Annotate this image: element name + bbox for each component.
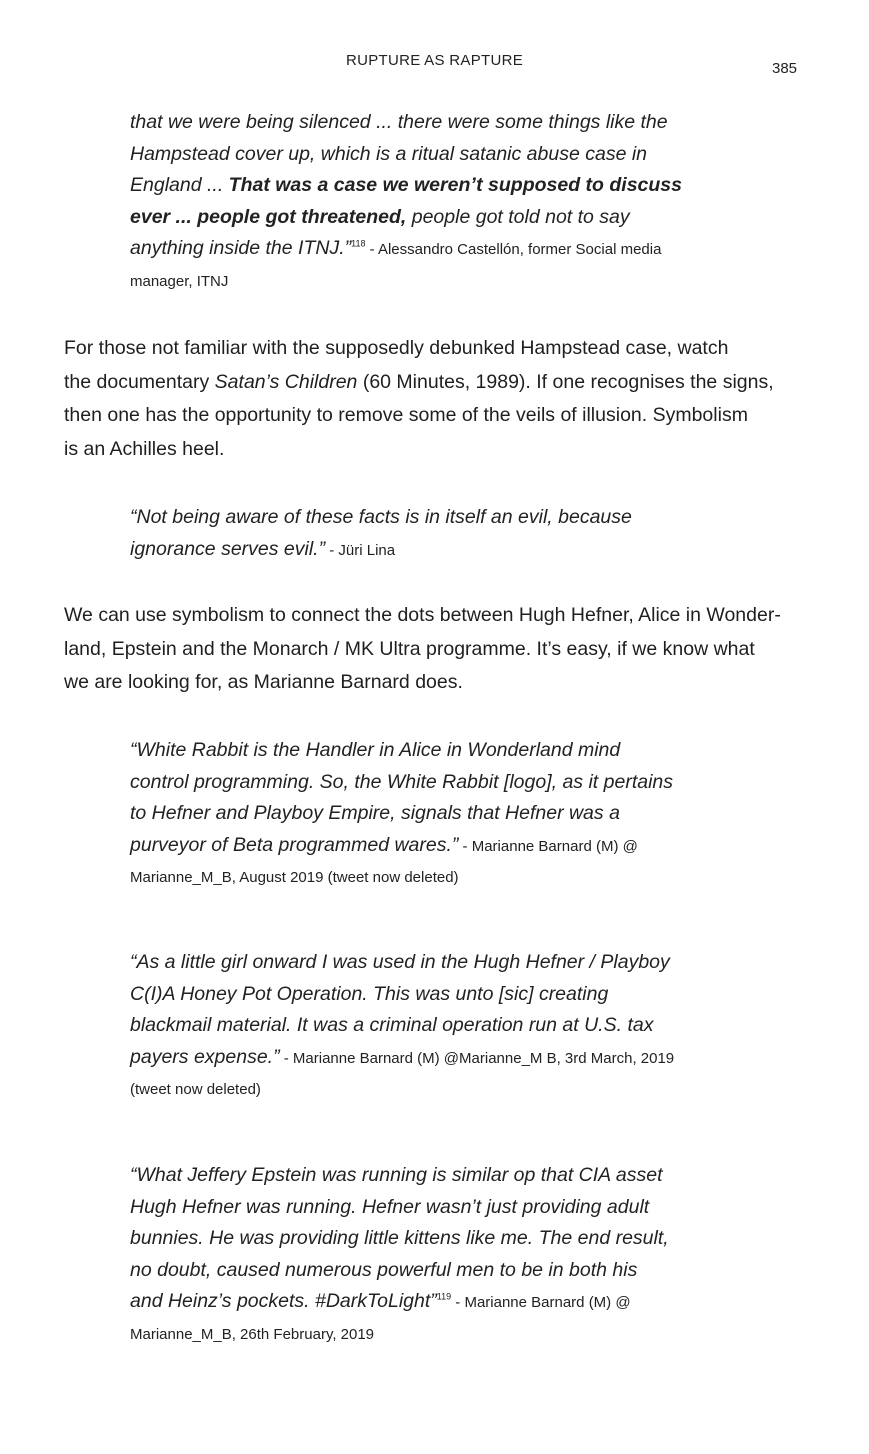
quote-line (130, 534, 745, 567)
quote-line: bunnies. He was providing little kittens like me. The end result, (130, 1227, 669, 1249)
documentary-title: Satan’s Children (214, 370, 358, 393)
quote-text: anything inside the ITNJ.” (130, 237, 352, 259)
paragraph-line: is an Achilles heel. (64, 437, 225, 460)
block-quote-barnard-honey-pot (130, 947, 745, 1106)
paragraph-line: we are looking for, as Marianne Barnard does. (64, 671, 463, 693)
quote-text: England ... (130, 174, 229, 196)
body-paragraph-hampstead (64, 332, 804, 466)
quote-attribution: - Marianne Barnard (M) @ (458, 837, 638, 855)
quote-line (130, 1286, 745, 1319)
quote-line (130, 202, 745, 234)
page-number: 385 (772, 60, 798, 77)
footnote-ref-119: 119 (436, 1291, 452, 1302)
paragraph-line: For those not familiar with the supposedly debunked Hampstead case, watch (64, 337, 729, 359)
quote-line: “Not being aware of these facts is in itself an evil, because (130, 506, 632, 528)
quote-attribution: - Marianne Barnard (M) @Marianne_M B, 3rd March, 2019 (279, 1049, 675, 1067)
footnote-ref-118: 118 (351, 238, 366, 249)
quote-line: to Hefner and Playboy Empire, signals that Hefner was a (130, 802, 620, 824)
quote-line: Hampstead cover up, which is a ritual satanic abuse case in (130, 142, 648, 165)
quote-line: “White Rabbit is the Handler in Alice in Wonderland mind (130, 739, 621, 761)
quote-attribution: (tweet now deleted) (130, 1081, 261, 1098)
quote-line: “As a little girl onward I was used in the Hugh Hefner / Playboy (130, 951, 670, 973)
quote-line: no doubt, caused numerous powerful men to be in both his (130, 1258, 638, 1281)
block-quote-barnard-white-rabbit (130, 735, 745, 894)
running-head: RUPTURE AS RAPTURE (345, 52, 524, 69)
quote-emphasis: ever ... people got threatened, (130, 205, 407, 228)
quote-line: control programming. So, the White Rabbit [logo], as it pertains (130, 770, 674, 793)
paragraph-line: We can use symbolism to connect the dots between Hugh Hefner, Alice in Wonder- (64, 604, 781, 626)
quote-attribution: manager, ITNJ (130, 272, 229, 290)
block-quote-lina (130, 502, 745, 566)
paragraph-line (64, 366, 804, 400)
quote-line (130, 170, 745, 202)
quote-text: purveyor of Beta programmed wares.” (130, 833, 459, 856)
paragraph-line: land, Epstein and the Monarch / MK Ultra programme. It’s easy, if we know what (64, 637, 755, 660)
quote-line (130, 233, 745, 266)
block-quote-barnard-epstein (130, 1160, 745, 1350)
paragraph-text: (60 Minutes, 1989). If one recognises the signs, (357, 370, 774, 393)
quote-line: “What Jeffery Epstein was running is similar op that CIA asset (130, 1164, 663, 1186)
paragraph-text: the documentary (64, 370, 215, 393)
quote-text: people got told not to say (406, 205, 630, 228)
quote-line: that we were being silenced ... there were some things like the (130, 111, 668, 133)
body-paragraph-symbolism (64, 599, 804, 700)
quote-line: C(I)A Honey Pot Operation. This was unto [sic] creating (130, 982, 609, 1005)
quote-attribution: Marianne_M_B, 26th February, 2019 (130, 1325, 375, 1343)
quote-line: Hugh Hefner was running. Hefner wasn’t just providing adult (130, 1195, 650, 1218)
quote-text: ignorance serves evil.” (130, 537, 326, 560)
quote-emphasis: That was a case we weren’t supposed to discuss (228, 174, 682, 196)
quote-line (130, 1042, 745, 1075)
paragraph-line: then one has the opportunity to remove some of the veils of illusion. Symbolism (64, 404, 748, 426)
quote-attribution: - Marianne Barnard (M) @ (451, 1294, 631, 1311)
quote-attribution: - Jüri Lina (325, 541, 396, 559)
quote-text: and Heinz’s pockets. #DarkToLight” (130, 1290, 437, 1312)
quote-attribution: Marianne_M_B, August 2019 (tweet now deleted) (130, 869, 459, 886)
block-quote-castellon (130, 107, 745, 297)
quote-text: payers expense.” (130, 1045, 280, 1068)
quote-line (130, 830, 745, 863)
quote-attribution: - Alessandro Castellón, former Social media (365, 241, 662, 258)
quote-line: blackmail material. It was a criminal operation run at U.S. tax (130, 1014, 654, 1036)
